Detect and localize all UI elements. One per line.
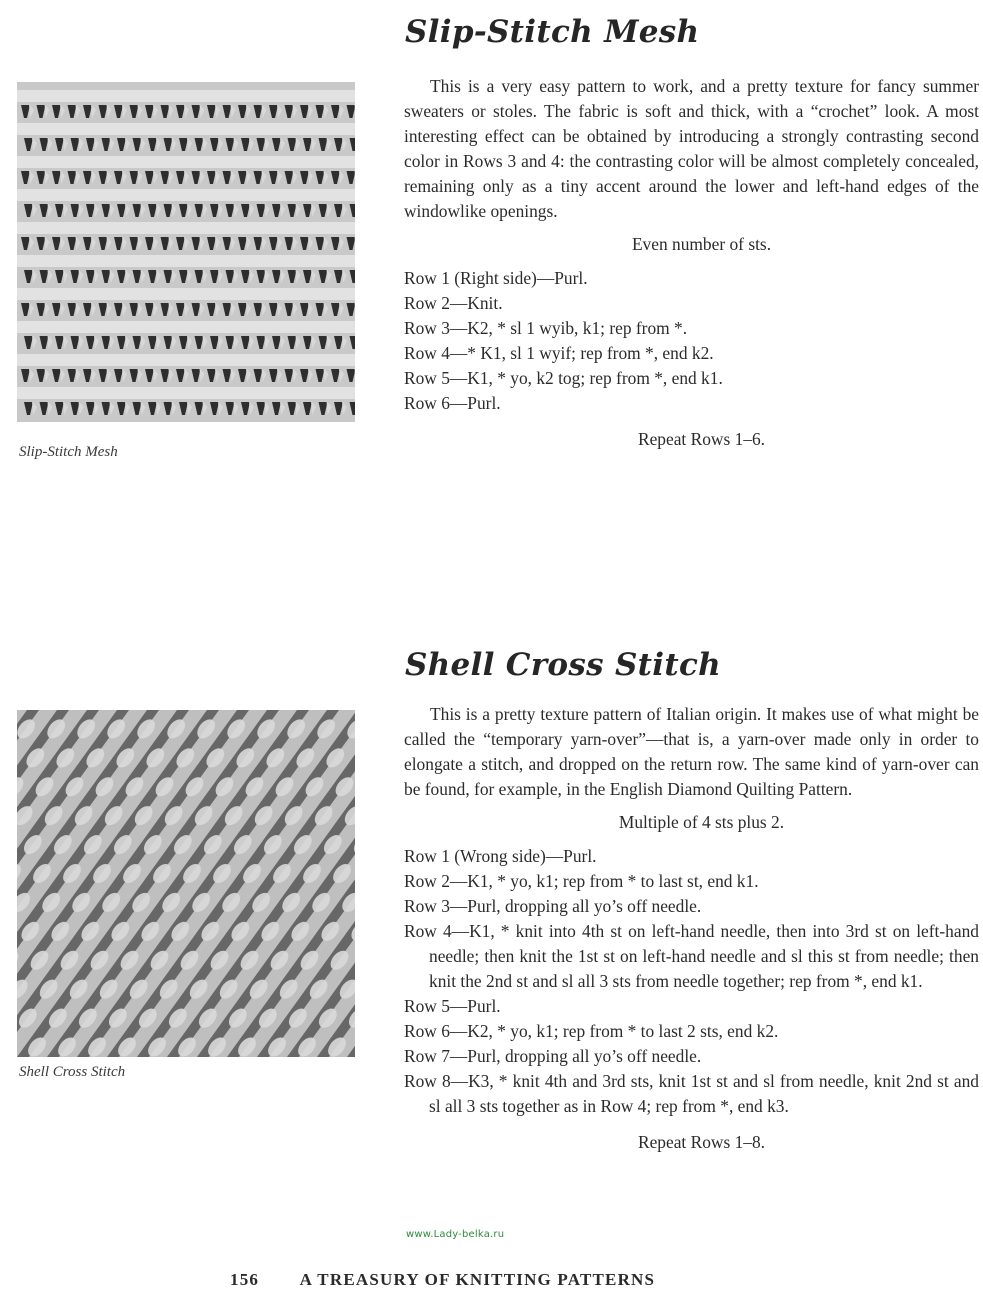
row-instruction: Row 3—Purl, dropping all yo’s off needle. xyxy=(404,896,702,916)
pattern-instructions xyxy=(404,702,979,1155)
row-instruction: Row 1 (Right side)—Purl. xyxy=(404,268,588,288)
swatch-photo-slip-stitch-mesh xyxy=(17,82,355,422)
pattern-title: Shell Cross Stitch xyxy=(405,647,721,683)
pattern-description: This is a pretty texture pattern of Italian origin. It makes use of what might be called the “temporary yarn-over”—that is, a yarn-over made only in order to elongate a stitch, and dropped on the return row. The same kind of yarn-over can be found, for example, in the English Diamond Quilting Pattern. xyxy=(404,704,979,799)
pattern-slip-stitch-mesh xyxy=(0,0,983,560)
book-title: A TREASURY OF KNITTING PATTERNS xyxy=(299,1270,656,1289)
row-instruction: Row 4—K1, * knit into 4th st on left-hand needle, then into 3rd st on left-hand needle; then knit the 1st st on left-hand needle and sl this st from needle; then knit the 2nd st and sl all 3 sts from needle together; rep from *, end k1. xyxy=(404,921,979,991)
page-number: 156 xyxy=(230,1270,260,1289)
row-instructions xyxy=(404,844,979,1119)
stitch-count: Even number of sts. xyxy=(631,234,772,254)
photo-caption: Shell Cross Stitch xyxy=(19,1064,126,1080)
row-instruction: Row 5—K1, * yo, k2 tog; rep from *, end k1. xyxy=(404,368,723,388)
repeat-instruction: Repeat Rows 1–6. xyxy=(637,429,766,449)
pattern-shell-cross-stitch xyxy=(0,630,983,1250)
row-instruction: Row 2—K1, * yo, k1; rep from * to last st, end k1. xyxy=(404,871,759,891)
pattern-description: This is a very easy pattern to work, and a pretty texture for fancy summer sweaters or stoles. The fabric is soft and thick, with a “crochet” look. A most interesting effect can be obtained by introducing a strongly contrasting second color in Rows 3 and 4: the contrasting color will be almost completely concealed, remaining only as a tiny accent around the lower and left-hand edges of the windowlike openings. xyxy=(404,76,979,221)
swatch-photo-shell-cross-stitch xyxy=(17,710,355,1057)
pattern-instructions xyxy=(404,74,979,452)
row-instruction: Row 4—* K1, sl 1 wyif; rep from *, end k2. xyxy=(404,343,714,363)
repeat-instruction: Repeat Rows 1–8. xyxy=(637,1132,766,1152)
row-instruction: Row 1 (Wrong side)—Purl. xyxy=(404,846,597,866)
row-instruction: Row 6—Purl. xyxy=(404,393,501,413)
row-instruction: Row 3—K2, * sl 1 wyib, k1; rep from *. xyxy=(404,318,688,338)
row-instructions xyxy=(404,266,979,416)
stitch-count: Multiple of 4 sts plus 2. xyxy=(618,812,785,832)
row-instruction: Row 5—Purl. xyxy=(404,996,501,1016)
row-instruction: Row 6—K2, * yo, k1; rep from * to last 2 sts, end k2. xyxy=(404,1021,779,1041)
watermark-link[interactable]: www.Lady-belka.ru xyxy=(406,1229,505,1240)
page-footer xyxy=(230,1270,655,1290)
row-instruction: Row 2—Knit. xyxy=(404,293,503,313)
knit-texture-image xyxy=(17,710,355,1057)
row-instruction: Row 8—K3, * knit 4th and 3rd sts, knit 1st st and sl from needle, knit 2nd st and sl all 3 sts together as in Row 4; rep from *, end k3. xyxy=(404,1071,979,1116)
knit-texture-image xyxy=(17,82,355,422)
row-instruction: Row 7—Purl, dropping all yo’s off needle. xyxy=(404,1046,702,1066)
photo-caption: Slip-Stitch Mesh xyxy=(19,444,118,460)
pattern-title: Slip-Stitch Mesh xyxy=(405,14,700,50)
